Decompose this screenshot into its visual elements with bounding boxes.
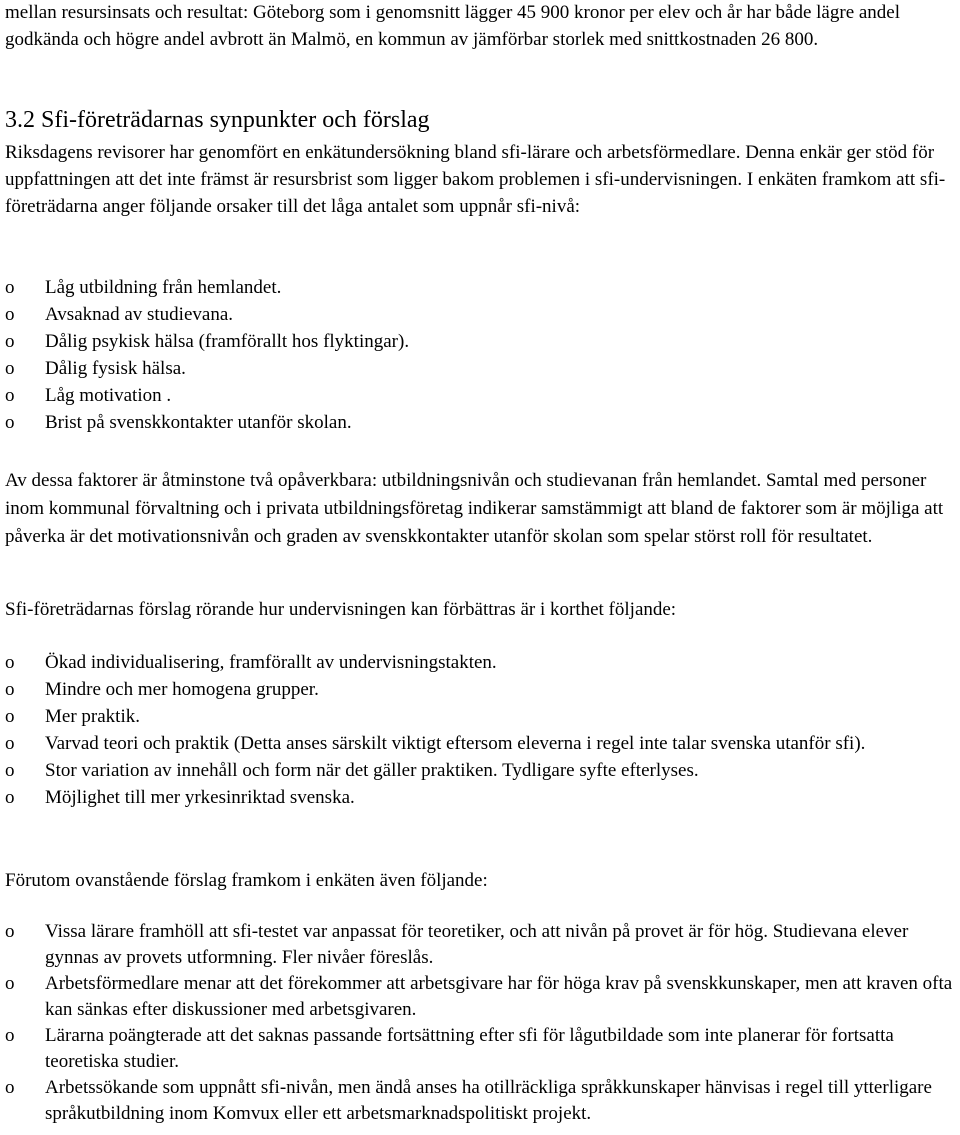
bullet-icon: o bbox=[5, 679, 15, 700]
cause-text: Dålig psykisk hälsa (framförallt hos flyktingar). bbox=[45, 331, 410, 352]
section-paragraph: Riksdagens revisorer har genomfört en enkätundersökning bland sfi-lärare och arbetsförmedlare. Denna enkär ger stöd för uppfattningen att det inte främst är resursbrist som ligger bakom problemen i sfi-undervisningen. I enkäten framkom att sfi-företrädarna anger följande orsaker till det låga antalet som uppnår sfi-nivå: bbox=[5, 142, 946, 217]
bullet-icon: o bbox=[5, 277, 15, 298]
list-item bbox=[5, 274, 958, 301]
bullet-icon: o bbox=[5, 358, 15, 379]
proposal-text: Möjlighet till mer yrkesinriktad svenska. bbox=[45, 787, 355, 808]
proposals-intro: Sfi-företrädarnas förslag rörande hur undervisningen kan förbättras är i korthet följande: bbox=[5, 599, 677, 620]
bullet-icon: o bbox=[5, 706, 15, 727]
bullet-icon: o bbox=[5, 1025, 15, 1046]
list-item bbox=[5, 328, 958, 355]
bullet-icon: o bbox=[5, 385, 15, 406]
proposal-text: Ökad individualisering, framförallt av undervisningstakten. bbox=[45, 652, 497, 673]
proposals-list bbox=[5, 649, 958, 811]
other-list bbox=[5, 919, 958, 1127]
cause-text: Dålig fysisk hälsa. bbox=[45, 358, 186, 379]
intro-paragraph: mellan resursinsats och resultat: Göteborg som i genomsnitt lägger 45 900 kronor per elev och år har både lägre andel godkända och högre andel avbrott än Malmö, en kommun av jämförbar storlek med snittkostnaden 26 800. bbox=[5, 2, 901, 50]
list-item bbox=[5, 409, 958, 436]
cause-text: Låg motivation . bbox=[45, 385, 172, 406]
factors-paragraph: Av dessa faktorer är åtminstone två opåverkbara: utbildningsnivån och studievanan från hemlandet. Samtal med personer inom kommunal förvaltning och i privata utbildningsföretag indikerar samstämmigt att bland de faktorer som är möjliga att påverka är det motivationsnivån och graden av svenskkontakter utanför skolan som spelar störst roll för resultatet. bbox=[5, 470, 944, 547]
bullet-icon: o bbox=[5, 787, 15, 808]
other-text: Arbetsförmedlare menar att det förekommer att arbetsgivare har för höga krav på svenskkunskaper, men att kraven ofta kan sänkas efter diskussioner med arbetsgivaren. bbox=[45, 973, 953, 1020]
list-item bbox=[5, 301, 958, 328]
bullet-icon: o bbox=[5, 304, 15, 325]
proposal-text: Mindre och mer homogena grupper. bbox=[45, 679, 319, 700]
bullet-icon: o bbox=[5, 331, 15, 352]
cause-text: Låg utbildning från hemlandet. bbox=[45, 277, 282, 298]
list-item bbox=[5, 971, 958, 1023]
cause-text: Brist på svenskkontakter utanför skolan. bbox=[45, 412, 352, 433]
list-item bbox=[5, 1075, 958, 1127]
list-item bbox=[5, 676, 958, 703]
proposal-text: Varvad teori och praktik (Detta anses särskilt viktigt eftersom eleverna i regel inte talar svenska utanför sfi). bbox=[45, 733, 866, 754]
bullet-icon: o bbox=[5, 1077, 15, 1098]
list-item bbox=[5, 649, 958, 676]
other-intro: Förutom ovanstående förslag framkom i enkäten även följande: bbox=[5, 870, 488, 891]
causes-list bbox=[5, 274, 958, 436]
bullet-icon: o bbox=[5, 973, 15, 994]
list-item bbox=[5, 703, 958, 730]
bullet-icon: o bbox=[5, 733, 15, 754]
other-text: Arbetssökande som uppnått sfi-nivån, men ändå anses ha otillräckliga språkkunskaper hänvisas i regel till ytterligare språkutbildning inom Komvux eller ett arbetsmarknadspolitiskt projekt. bbox=[45, 1077, 932, 1124]
bullet-icon: o bbox=[5, 412, 15, 433]
list-item bbox=[5, 784, 958, 811]
list-item bbox=[5, 919, 958, 971]
other-text: Vissa lärare framhöll att sfi-testet var anpassat för teoretiker, och att nivån på provet är för hög. Studievana elever gynnas av provets utformning. Fler nivåer föreslås. bbox=[45, 921, 909, 968]
section-heading: 3.2 Sfi-företrädarnas synpunkter och förslag bbox=[5, 107, 430, 133]
bullet-icon: o bbox=[5, 921, 15, 942]
proposal-text: Mer praktik. bbox=[45, 706, 140, 727]
bullet-icon: o bbox=[5, 760, 15, 781]
proposal-text: Stor variation av innehåll och form när det gäller praktiken. Tydligare syfte efterlyses. bbox=[45, 760, 699, 781]
bullet-icon: o bbox=[5, 652, 15, 673]
list-item bbox=[5, 382, 958, 409]
cause-text: Avsaknad av studievana. bbox=[45, 304, 234, 325]
list-item bbox=[5, 757, 958, 784]
list-item bbox=[5, 355, 958, 382]
list-item bbox=[5, 730, 958, 757]
list-item bbox=[5, 1023, 958, 1075]
other-text: Lärarna poängterade att det saknas passande fortsättning efter sfi för lågutbildade som inte planerar för fortsatta teoretiska studier. bbox=[45, 1025, 894, 1072]
